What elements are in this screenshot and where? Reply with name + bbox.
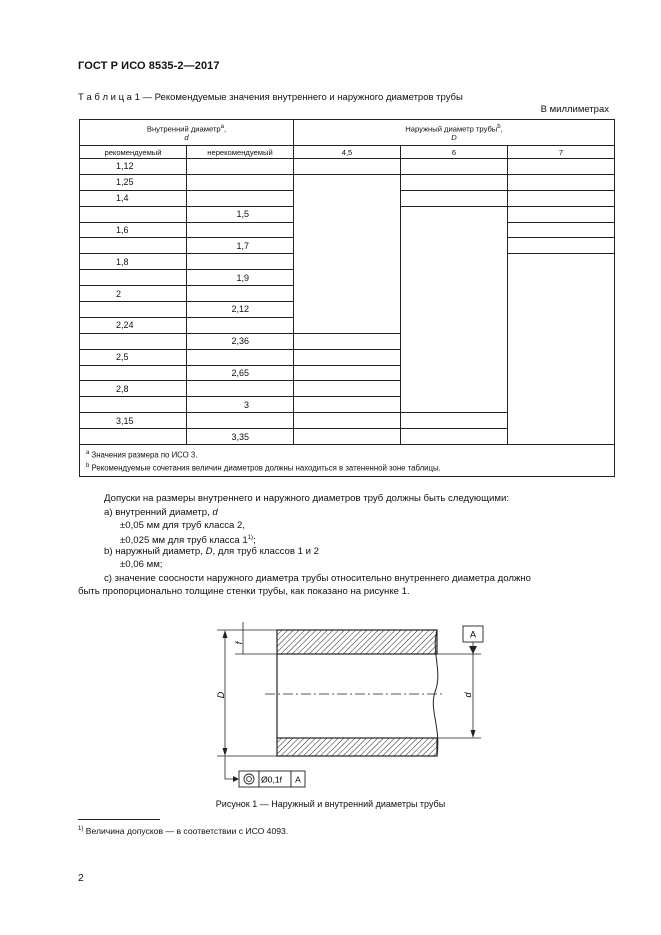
not-recommended-cell: 1,9 [187, 270, 294, 286]
outer-col-cell [294, 270, 401, 286]
table-row [80, 333, 615, 349]
outer-diameter-header: Наружный диаметр трубы$^b$, D [294, 120, 615, 146]
outer-col-cell [508, 365, 615, 381]
table-row [80, 206, 615, 222]
outer-col-cell [294, 317, 401, 333]
outer-col-cell [401, 206, 508, 222]
outer-col-cell [508, 349, 615, 365]
recommended-cell: 2,24 [80, 317, 187, 333]
table-row [80, 302, 615, 318]
item-b-1: ±0,06 мм; [120, 559, 163, 570]
outer-col-cell [508, 397, 615, 413]
col-outer-7: 7 [508, 146, 615, 159]
table-row [80, 254, 615, 270]
outer-col-cell [401, 238, 508, 254]
table-row [80, 190, 615, 206]
table-caption: Т а б л и ц а 1 — Рекомендуемые значения внутреннего и наружного диаметров трубы [78, 92, 463, 103]
item-c-line2: быть пропорционально толщине стенки трубы, как показано на рисунке 1. [78, 586, 410, 597]
col-outer-4-5: 4,5 [294, 146, 401, 159]
outer-col-cell [294, 254, 401, 270]
label-f: f [234, 641, 244, 645]
outer-col-cell [294, 302, 401, 318]
pipe-wall-top [277, 630, 437, 654]
not-recommended-cell: 2,65 [187, 365, 294, 381]
outer-col-cell [401, 286, 508, 302]
not-recommended-cell [187, 317, 294, 333]
outer-col-cell [508, 333, 615, 349]
outer-col-cell [401, 159, 508, 175]
outer-col-cell [508, 270, 615, 286]
outer-col-cell [401, 349, 508, 365]
not-recommended-cell: 2,12 [187, 302, 294, 318]
recommended-cell [80, 333, 187, 349]
not-recommended-cell [187, 174, 294, 190]
outer-col-cell [294, 349, 401, 365]
col-not-recommended-header: нерекомендуемый [187, 146, 294, 159]
item-a-2: ±0,025 мм для труб класса 1$^{1)}$; [120, 535, 256, 547]
table-row [80, 317, 615, 333]
recommended-cell: 2 [80, 286, 187, 302]
outer-col-cell [508, 381, 615, 397]
not-recommended-cell: 2,36 [187, 333, 294, 349]
recommended-cell [80, 429, 187, 445]
item-a-1: ±0,05 мм для труб класса 2, [120, 520, 246, 531]
not-recommended-cell: 1,7 [187, 238, 294, 254]
recommended-cell: 2,5 [80, 349, 187, 365]
label-D: D [216, 691, 226, 699]
outer-col-cell [401, 397, 508, 413]
outer-col-cell [294, 381, 401, 397]
outer-col-cell [401, 270, 508, 286]
outer-col-cell [508, 429, 615, 445]
table-row [80, 413, 615, 429]
table-row [80, 159, 615, 175]
table-row [80, 222, 615, 238]
outer-col-cell [401, 365, 508, 381]
table-units: В миллиметрах [540, 104, 609, 115]
outer-col-cell [294, 333, 401, 349]
page-number: 2 [78, 872, 84, 884]
recommended-cell [80, 270, 187, 286]
outer-col-cell [401, 333, 508, 349]
table-row [80, 397, 615, 413]
table-row [80, 270, 615, 286]
outer-col-cell [401, 429, 508, 445]
table-row [80, 174, 615, 190]
outer-col-cell [401, 190, 508, 206]
datum-triangle [469, 646, 477, 654]
table-note-b: $^b$ Рекомендуемые сочетания величин диаметров должны находиться в затененной зоне таблицы. [86, 462, 441, 473]
not-recommended-cell [187, 349, 294, 365]
footnote-divider [78, 819, 160, 820]
inner-diameter-header: Внутренний диаметр$^a$, d [80, 120, 294, 146]
outer-col-cell [401, 222, 508, 238]
not-recommended-cell [187, 190, 294, 206]
recommended-cell: 1,6 [80, 222, 187, 238]
item-b: b) наружный диаметр, D, для труб классов 1 и 2 [104, 546, 319, 557]
outer-col-cell [508, 222, 615, 238]
recommended-cell: 2,8 [80, 381, 187, 397]
recommended-cell [80, 206, 187, 222]
outer-col-cell [508, 174, 615, 190]
outer-col-cell [401, 317, 508, 333]
outer-col-cell [294, 286, 401, 302]
figure-caption: Рисунок 1 — Наружный и внутренний диаметры трубы [215, 799, 446, 809]
outer-col-cell [401, 413, 508, 429]
outer-col-cell [508, 238, 615, 254]
not-recommended-cell: 3 [187, 397, 294, 413]
outer-col-cell [508, 413, 615, 429]
recommended-cell: 1,12 [80, 159, 187, 175]
not-recommended-cell [187, 413, 294, 429]
diameter-table [79, 119, 615, 477]
outer-col-cell [508, 254, 615, 270]
tolerance-intro: Допуски на размеры внутреннего и наружного диаметров труб должны быть следующими: [104, 493, 509, 504]
outer-col-cell [401, 381, 508, 397]
not-recommended-cell [187, 381, 294, 397]
table-row [80, 429, 615, 445]
recommended-cell: 1,25 [80, 174, 187, 190]
not-recommended-cell [187, 254, 294, 270]
tolerance-datum: A [295, 774, 301, 785]
table-row [80, 365, 615, 381]
item-a: a) внутренний диаметр, d [104, 507, 218, 518]
item-c-line1: с) значение соосности наружного диаметра трубы относительно внутреннего диаметра должно [104, 573, 532, 584]
recommended-cell: 3,15 [80, 413, 187, 429]
not-recommended-cell [187, 159, 294, 175]
outer-col-cell [508, 159, 615, 175]
recommended-cell [80, 302, 187, 318]
table-notes [80, 445, 615, 477]
pipe-wall-bottom [277, 738, 437, 756]
outer-col-cell [294, 413, 401, 429]
col-outer-6: 6 [401, 146, 508, 159]
label-d: d [463, 692, 473, 698]
not-recommended-cell: 3,35 [187, 429, 294, 445]
outer-col-cell [294, 365, 401, 381]
table-note-a: $^a$ Значения размера по ИСО 3. [86, 450, 198, 460]
outer-col-cell [401, 174, 508, 190]
recommended-cell [80, 365, 187, 381]
outer-col-cell [508, 286, 615, 302]
outer-col-cell [401, 254, 508, 270]
col-recommended-header: рекомендуемый [80, 146, 187, 159]
document-header: ГОСТ Р ИСО 8535-2—2017 [78, 60, 220, 72]
table-row [80, 381, 615, 397]
outer-col-cell [294, 238, 401, 254]
recommended-cell: 1,8 [80, 254, 187, 270]
table-row [80, 238, 615, 254]
not-recommended-cell [187, 286, 294, 302]
tolerance-value: Ø0,1f [261, 774, 283, 785]
outer-col-cell [294, 222, 401, 238]
outer-col-cell [508, 206, 615, 222]
footnote: $^{1)}$ Величина допусков — в соответствии с ИСО 4093. [78, 826, 289, 836]
outer-col-cell [401, 302, 508, 318]
recommended-cell: 1,4 [80, 190, 187, 206]
outer-col-cell [294, 174, 401, 190]
recommended-cell [80, 397, 187, 413]
tolerance-frame [239, 771, 305, 787]
outer-col-cell [294, 190, 401, 206]
recommended-cell [80, 238, 187, 254]
not-recommended-cell [187, 222, 294, 238]
outer-col-cell [294, 397, 401, 413]
datum-label: A [469, 629, 477, 640]
pipe-figure [205, 622, 490, 797]
outer-col-cell [294, 206, 401, 222]
outer-col-cell [508, 317, 615, 333]
outer-col-cell [508, 302, 615, 318]
outer-col-cell [508, 190, 615, 206]
table-row [80, 286, 615, 302]
not-recommended-cell: 1,5 [187, 206, 294, 222]
table-row [80, 349, 615, 365]
outer-col-cell [294, 159, 401, 175]
outer-col-cell [294, 429, 401, 445]
